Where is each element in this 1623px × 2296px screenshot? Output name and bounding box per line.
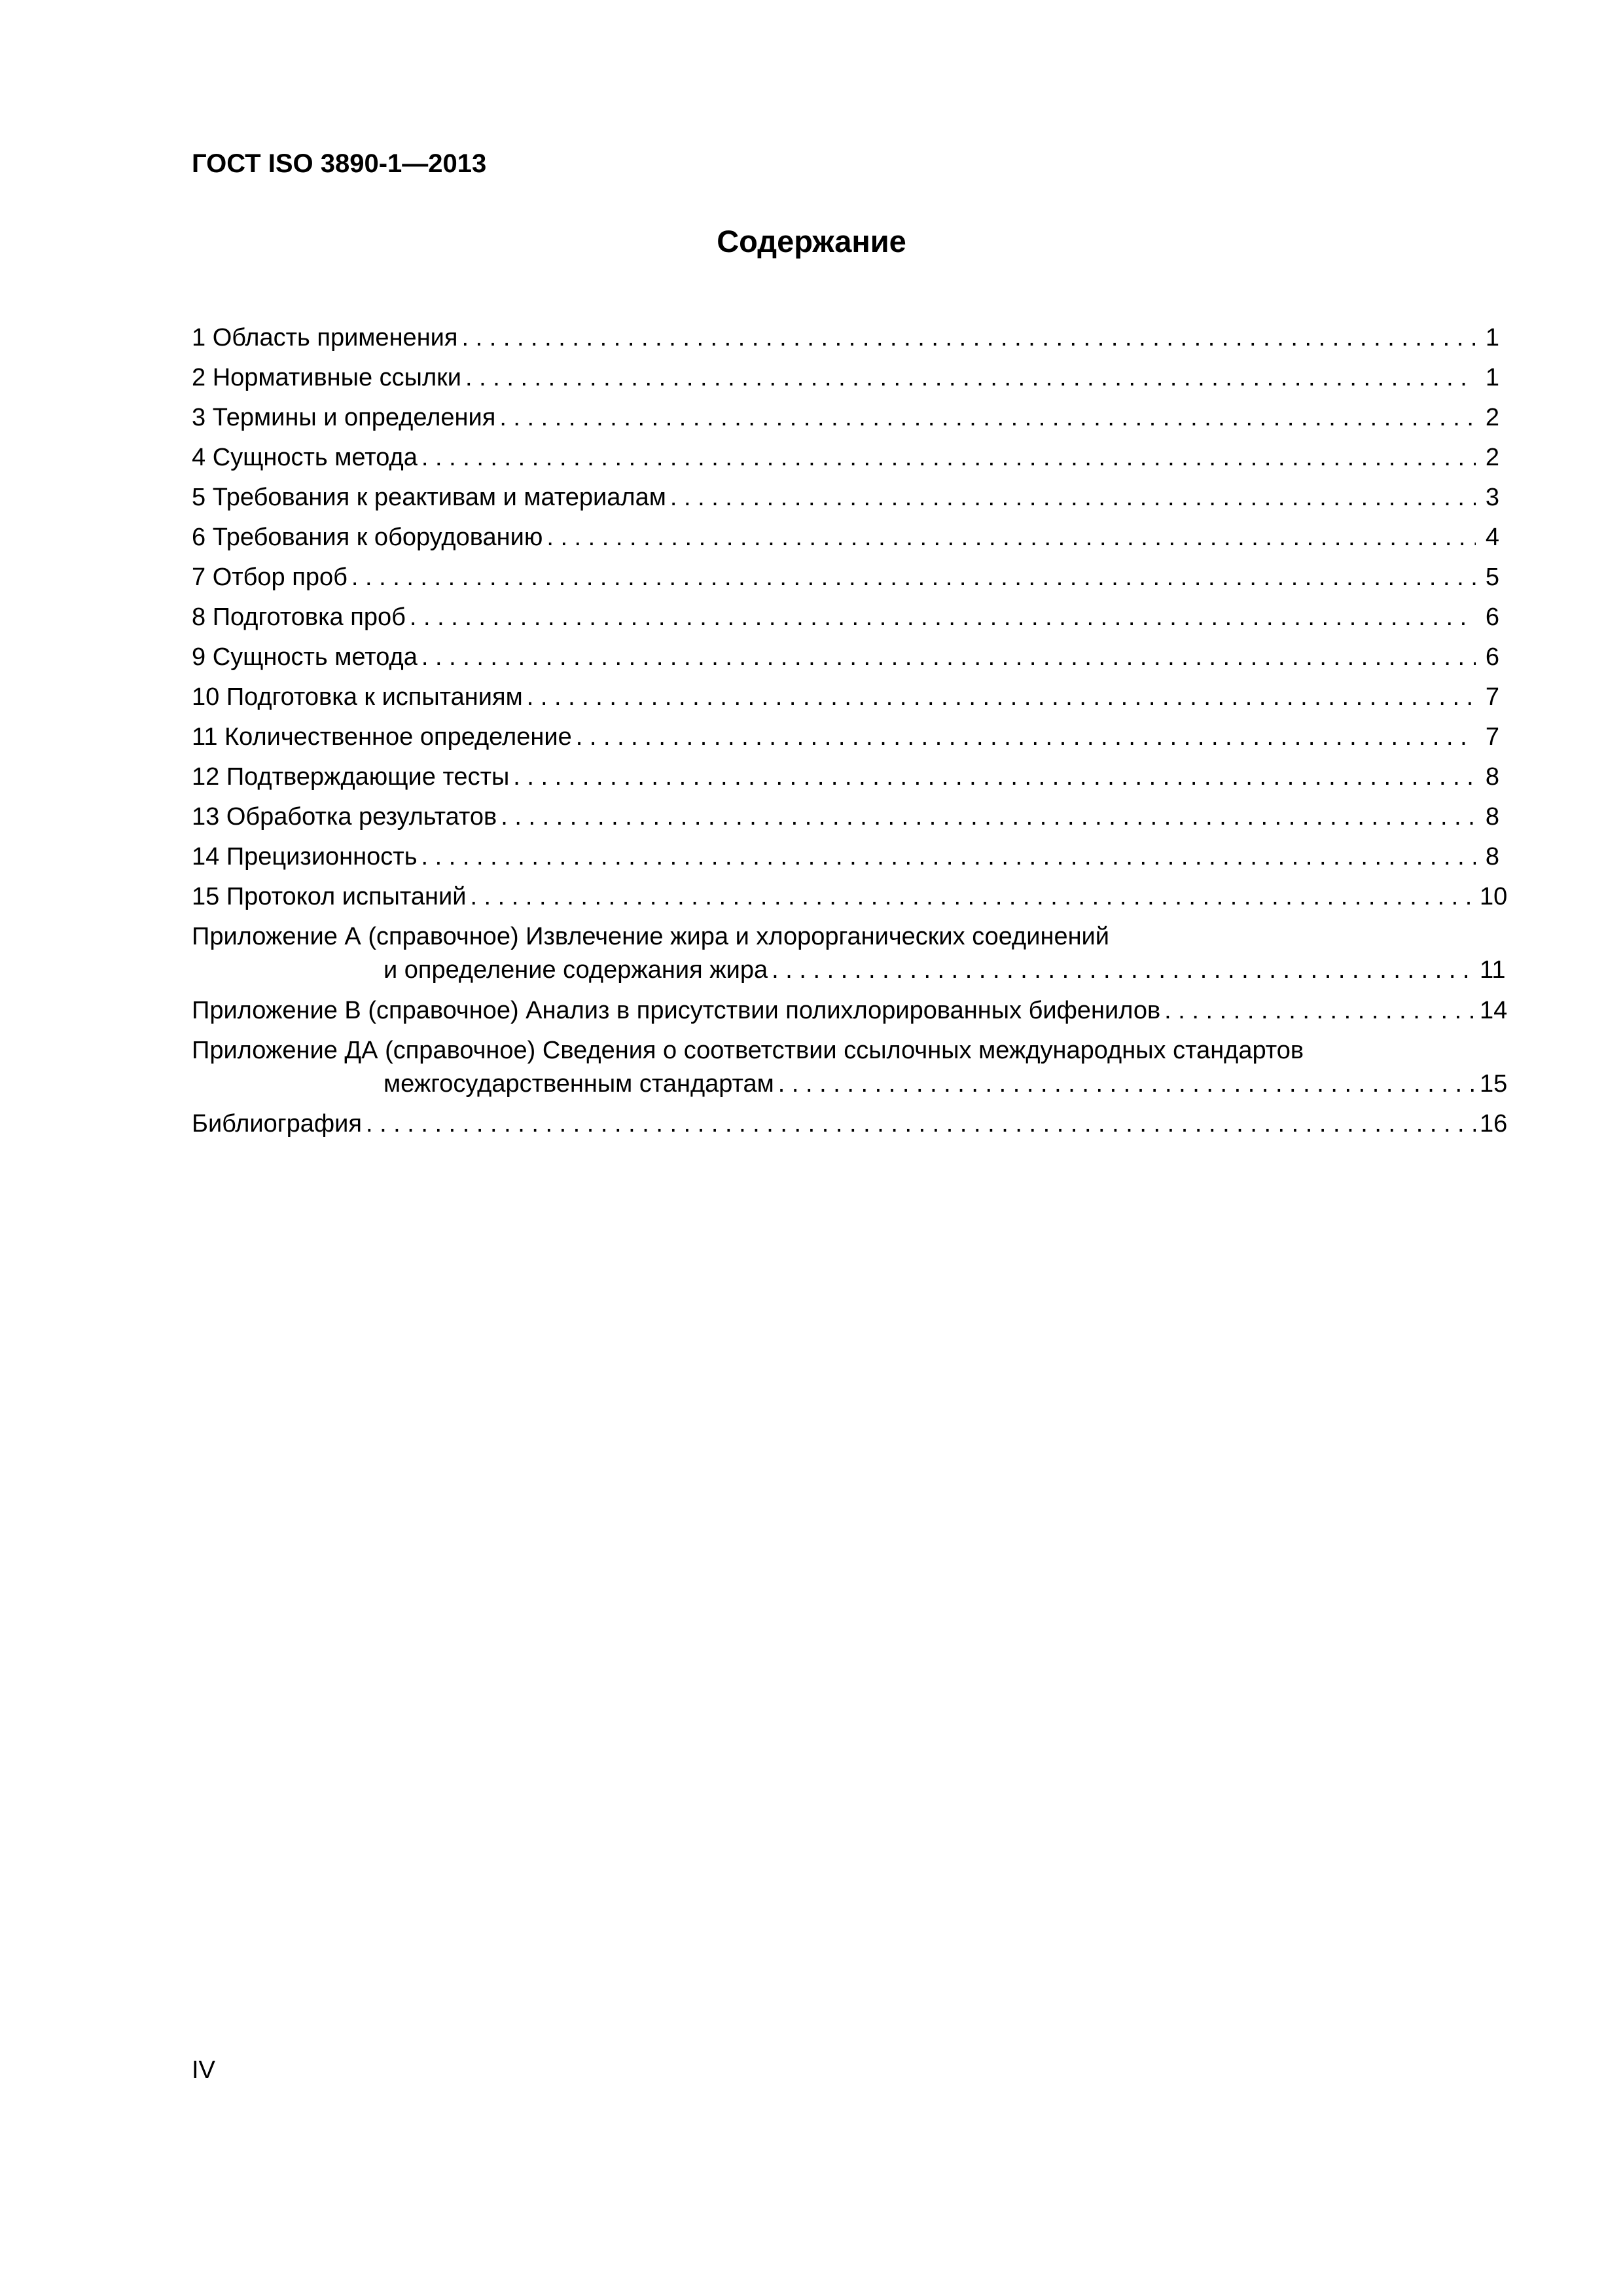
- dot-leader: [527, 679, 1476, 715]
- toc-entry-page: 7: [1485, 723, 1499, 751]
- toc-entry-label: 2 Нормативные ссылки: [192, 364, 461, 391]
- toc-entry-label: 10 Подготовка к испытаниям: [192, 683, 523, 711]
- dot-leader: [499, 399, 1476, 436]
- toc-entry[interactable]: [192, 838, 1499, 875]
- toc-entry-label: 1 Область применения: [192, 324, 458, 351]
- toc-entry-label: 15 Протокол испытаний: [192, 883, 467, 910]
- toc-annex-da-page: 15: [1480, 1070, 1508, 1098]
- toc-entry-page: 5: [1485, 564, 1499, 591]
- page-number: IV: [192, 2056, 215, 2084]
- toc-entry-label: 6 Требования к оборудованию: [192, 524, 543, 551]
- toc-entry-page: 4: [1485, 524, 1499, 551]
- dot-leader: [461, 319, 1476, 356]
- toc-entry-page: 7: [1485, 683, 1499, 711]
- toc-entry-page: 8: [1485, 803, 1499, 831]
- toc-entry-label: 9 Сущность метода: [192, 643, 418, 671]
- toc-entry-label: 14 Прецизионность: [192, 843, 418, 870]
- toc-entry[interactable]: [192, 759, 1499, 795]
- toc-annex-a-title[interactable]: [192, 918, 1499, 955]
- toc-entry[interactable]: [192, 639, 1499, 675]
- toc-entry-page: 6: [1485, 603, 1499, 631]
- dot-leader: [576, 719, 1476, 755]
- document-code: ГОСТ ISO 3890-1—2013: [192, 149, 487, 178]
- dot-leader: [513, 759, 1476, 795]
- toc-title: Содержание: [717, 224, 906, 259]
- toc-annex-a-line2: и определение содержания жира: [383, 956, 768, 984]
- toc-entry-page: 3: [1485, 484, 1499, 511]
- toc-entry-label: 8 Подготовка проб: [192, 603, 406, 631]
- toc-entry-label: 4 Сущность метода: [192, 444, 418, 471]
- toc-bibliography-page: 16: [1480, 1110, 1508, 1138]
- dot-leader: [470, 878, 1476, 915]
- toc-entry[interactable]: [192, 878, 1508, 915]
- dot-leader: [421, 439, 1476, 476]
- toc-entry-label: 3 Термины и определения: [192, 404, 496, 431]
- toc-entry-label: 11 Количественное определение: [192, 723, 572, 751]
- toc-entry[interactable]: [192, 679, 1499, 715]
- dot-leader: [501, 798, 1476, 835]
- toc-entry-label: 7 Отбор проб: [192, 564, 348, 591]
- dot-leader: [421, 838, 1476, 875]
- toc-entry-page: 1: [1485, 324, 1499, 351]
- toc-entry[interactable]: [192, 559, 1499, 596]
- toc-annex-a-line1: Приложение А (справочное) Извлечение жира и хлорорганических соединений: [192, 923, 1110, 950]
- toc-entry[interactable]: [192, 319, 1499, 356]
- dot-leader: [366, 1105, 1476, 1142]
- toc-annex-da[interactable]: [192, 1066, 1508, 1102]
- toc-entry-label: 13 Обработка результатов: [192, 803, 497, 831]
- toc-entry-page: 2: [1485, 444, 1499, 471]
- toc-entry[interactable]: [192, 519, 1499, 556]
- toc-entry[interactable]: [192, 798, 1499, 835]
- dot-leader: [546, 519, 1476, 556]
- dot-leader: [421, 639, 1476, 675]
- toc-entry[interactable]: [192, 719, 1499, 755]
- toc-annex-da-title[interactable]: [192, 1032, 1499, 1069]
- dot-leader: [410, 599, 1476, 636]
- toc-entry-page: 8: [1485, 763, 1499, 791]
- toc-annex-b[interactable]: [192, 992, 1508, 1029]
- toc-entry[interactable]: [192, 399, 1499, 436]
- toc-bibliography-label: Библиография: [192, 1110, 362, 1138]
- toc-annex-b-page: 14: [1480, 997, 1508, 1024]
- dot-leader: [465, 359, 1476, 396]
- toc-annex-da-line1: Приложение ДА (справочное) Сведения о соответствии ссылочных международных стандартов: [192, 1037, 1304, 1064]
- dot-leader: [670, 479, 1476, 516]
- toc-annex-a-page: 11: [1480, 956, 1506, 984]
- toc-entry-page: 2: [1485, 404, 1499, 431]
- dot-leader: [1164, 992, 1476, 1029]
- toc-annex-b-label: Приложение В (справочное) Анализ в присутствии полихлорированных бифенилов: [192, 997, 1161, 1024]
- dot-leader: [351, 559, 1476, 596]
- toc-entry[interactable]: [192, 359, 1499, 396]
- dot-leader: [778, 1066, 1476, 1102]
- toc-bibliography[interactable]: [192, 1105, 1508, 1142]
- toc-entry-page: 6: [1485, 643, 1499, 671]
- toc-entry[interactable]: [192, 439, 1499, 476]
- toc-entry[interactable]: [192, 479, 1499, 516]
- toc-entry-label: 12 Подтверждающие тесты: [192, 763, 510, 791]
- dot-leader: [772, 952, 1476, 988]
- toc-entry-page: 8: [1485, 843, 1499, 870]
- toc-annex-da-line2: межгосударственным стандартам: [383, 1070, 774, 1098]
- toc-entry[interactable]: [192, 599, 1499, 636]
- toc-entry-label: 5 Требования к реактивам и материалам: [192, 484, 666, 511]
- toc-entry-page: 10: [1480, 883, 1508, 910]
- toc-entry-page: 1: [1485, 364, 1499, 391]
- toc-annex-a[interactable]: [192, 952, 1506, 988]
